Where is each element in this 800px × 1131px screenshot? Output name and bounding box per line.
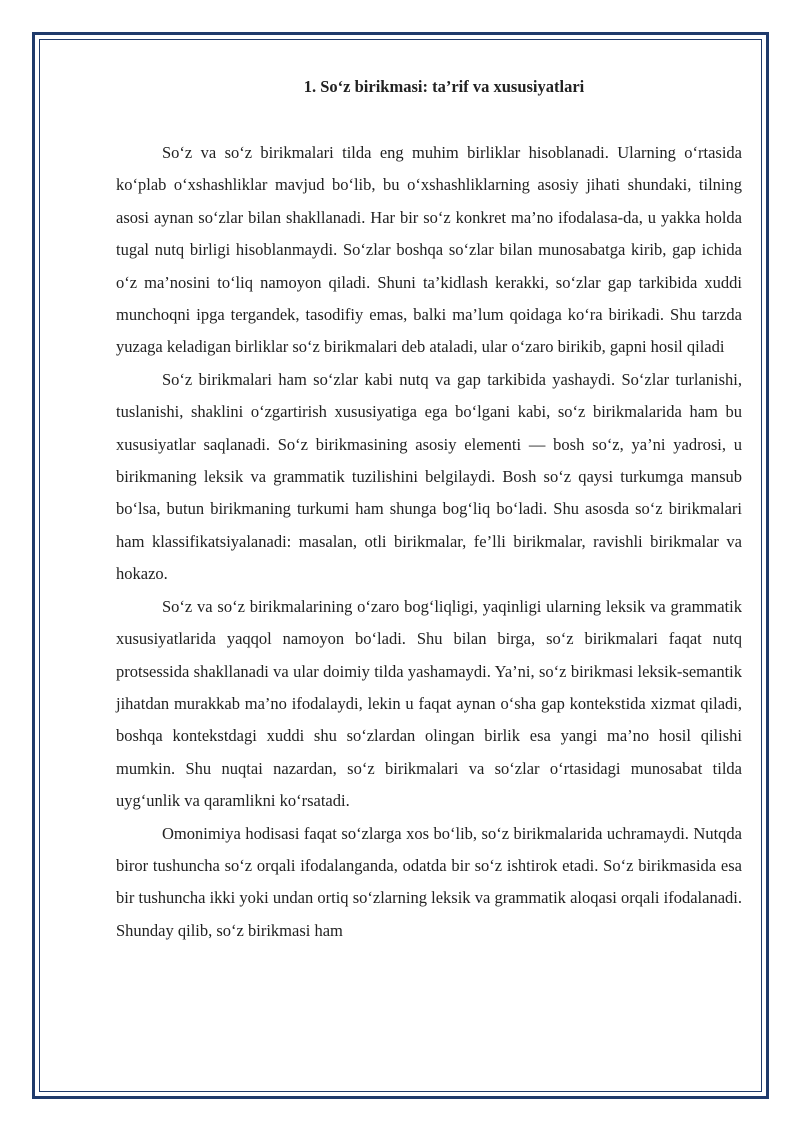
- heading-spacer: [116, 98, 742, 137]
- paragraph: So‘z birikmalari ham so‘zlar kabi nutq va gap tarkibida yashaydi. So‘zlar turlanishi, tuslanishi, shaklini o‘zgartirish xususiyatiga ega bo‘lgani kabi, so‘z birikmalarida ham bu xususiyatlar saqlanadi. So‘z birikmasining asosiy elementi — bosh so‘z, ya’ni yadrosi, u birikmaning leksik va grammatik tuzilishini belgilaydi. Bosh so‘z qaysi turkumga mansub bo‘lsa, butun birikmaning turkumi ham shunga bog‘liq bo‘ladi. Shu asosda so‘z birikmalari ham klassifikatsiyalanadi: masalan, otli birikmalar, fe’lli birikmalar, ravishli birikmalar va hokazo.: [116, 369, 742, 584]
- document-body: [116, 76, 742, 947]
- paragraph: So‘z va so‘z birikmalarining o‘zaro bog‘liqligi, yaqinligi ularning leksik va grammatik xususiyatlarida yaqqol namoyon bo‘ladi. Shu bilan birga, so‘z birikmalari faqat nutq protsessida shakllanadi va ular doimiy tilda yashamaydi. Ya’ni, so‘z birikmasi leksik-semantik jihatdan murakkab ma’no ifodalaydi, lekin u faqat aynan o‘sha gap kontekstida xizmat qiladi, boshqa kontekstdagi xuddi shu so‘zlardan olingan birlik esa yangi ma’no hosil qilishi mumkin. Shu nuqtai nazardan, so‘z birikmalari va so‘zlar o‘rtasidagi munosabat tilda uyg‘unlik va qaramlikni ko‘rsatadi.: [116, 596, 742, 811]
- section-heading: 1. So‘z birikmasi: ta’rif va xususiyatlari: [303, 77, 585, 96]
- paragraph: So‘z va so‘z birikmalari tilda eng muhim birliklar hisoblanadi. Ularning o‘rtasida ko‘plab o‘xshashliklar mavjud bo‘lib, bu o‘xshashliklarning asosiy jihati shundaki, tilning asosi aynan so‘zlar bilan shakllanadi. Har bir so‘z konkret ma’no ifodalasa-da, u yakka holda tugal nutq birligi hisoblanmaydi. So‘zlar boshqa so‘zlar bilan munosabatga kirib, gap ichida o‘z ma’nosini to‘liq namoyon qiladi. Shuni ta’kidlash kerakki, so‘zlar gap tarkibida xuddi munchoqni ipga tergandek, tasodifiy emas, balki ma’lum qoidaga ko‘ra birikadi. Shu tarzda yuzaga keladigan birliklar so‘z birikmalari deb ataladi, ular o‘zaro birikib, gapni hosil qiladi: [116, 143, 742, 357]
- paragraph: Omonimiya hodisasi faqat so‘zlarga xos bo‘lib, so‘z birikmalarida uchramaydi. Nutqda biror tushuncha so‘z orqali ifodalanganda, odatda bir so‘z ishtirok etadi. So‘z birikmasida esa bir tushuncha ikki yoki undan ortiq so‘zlarning leksik va grammatik aloqasi orqali ifodalanadi. Shunday qilib, so‘z birikmasi ham: [116, 823, 742, 940]
